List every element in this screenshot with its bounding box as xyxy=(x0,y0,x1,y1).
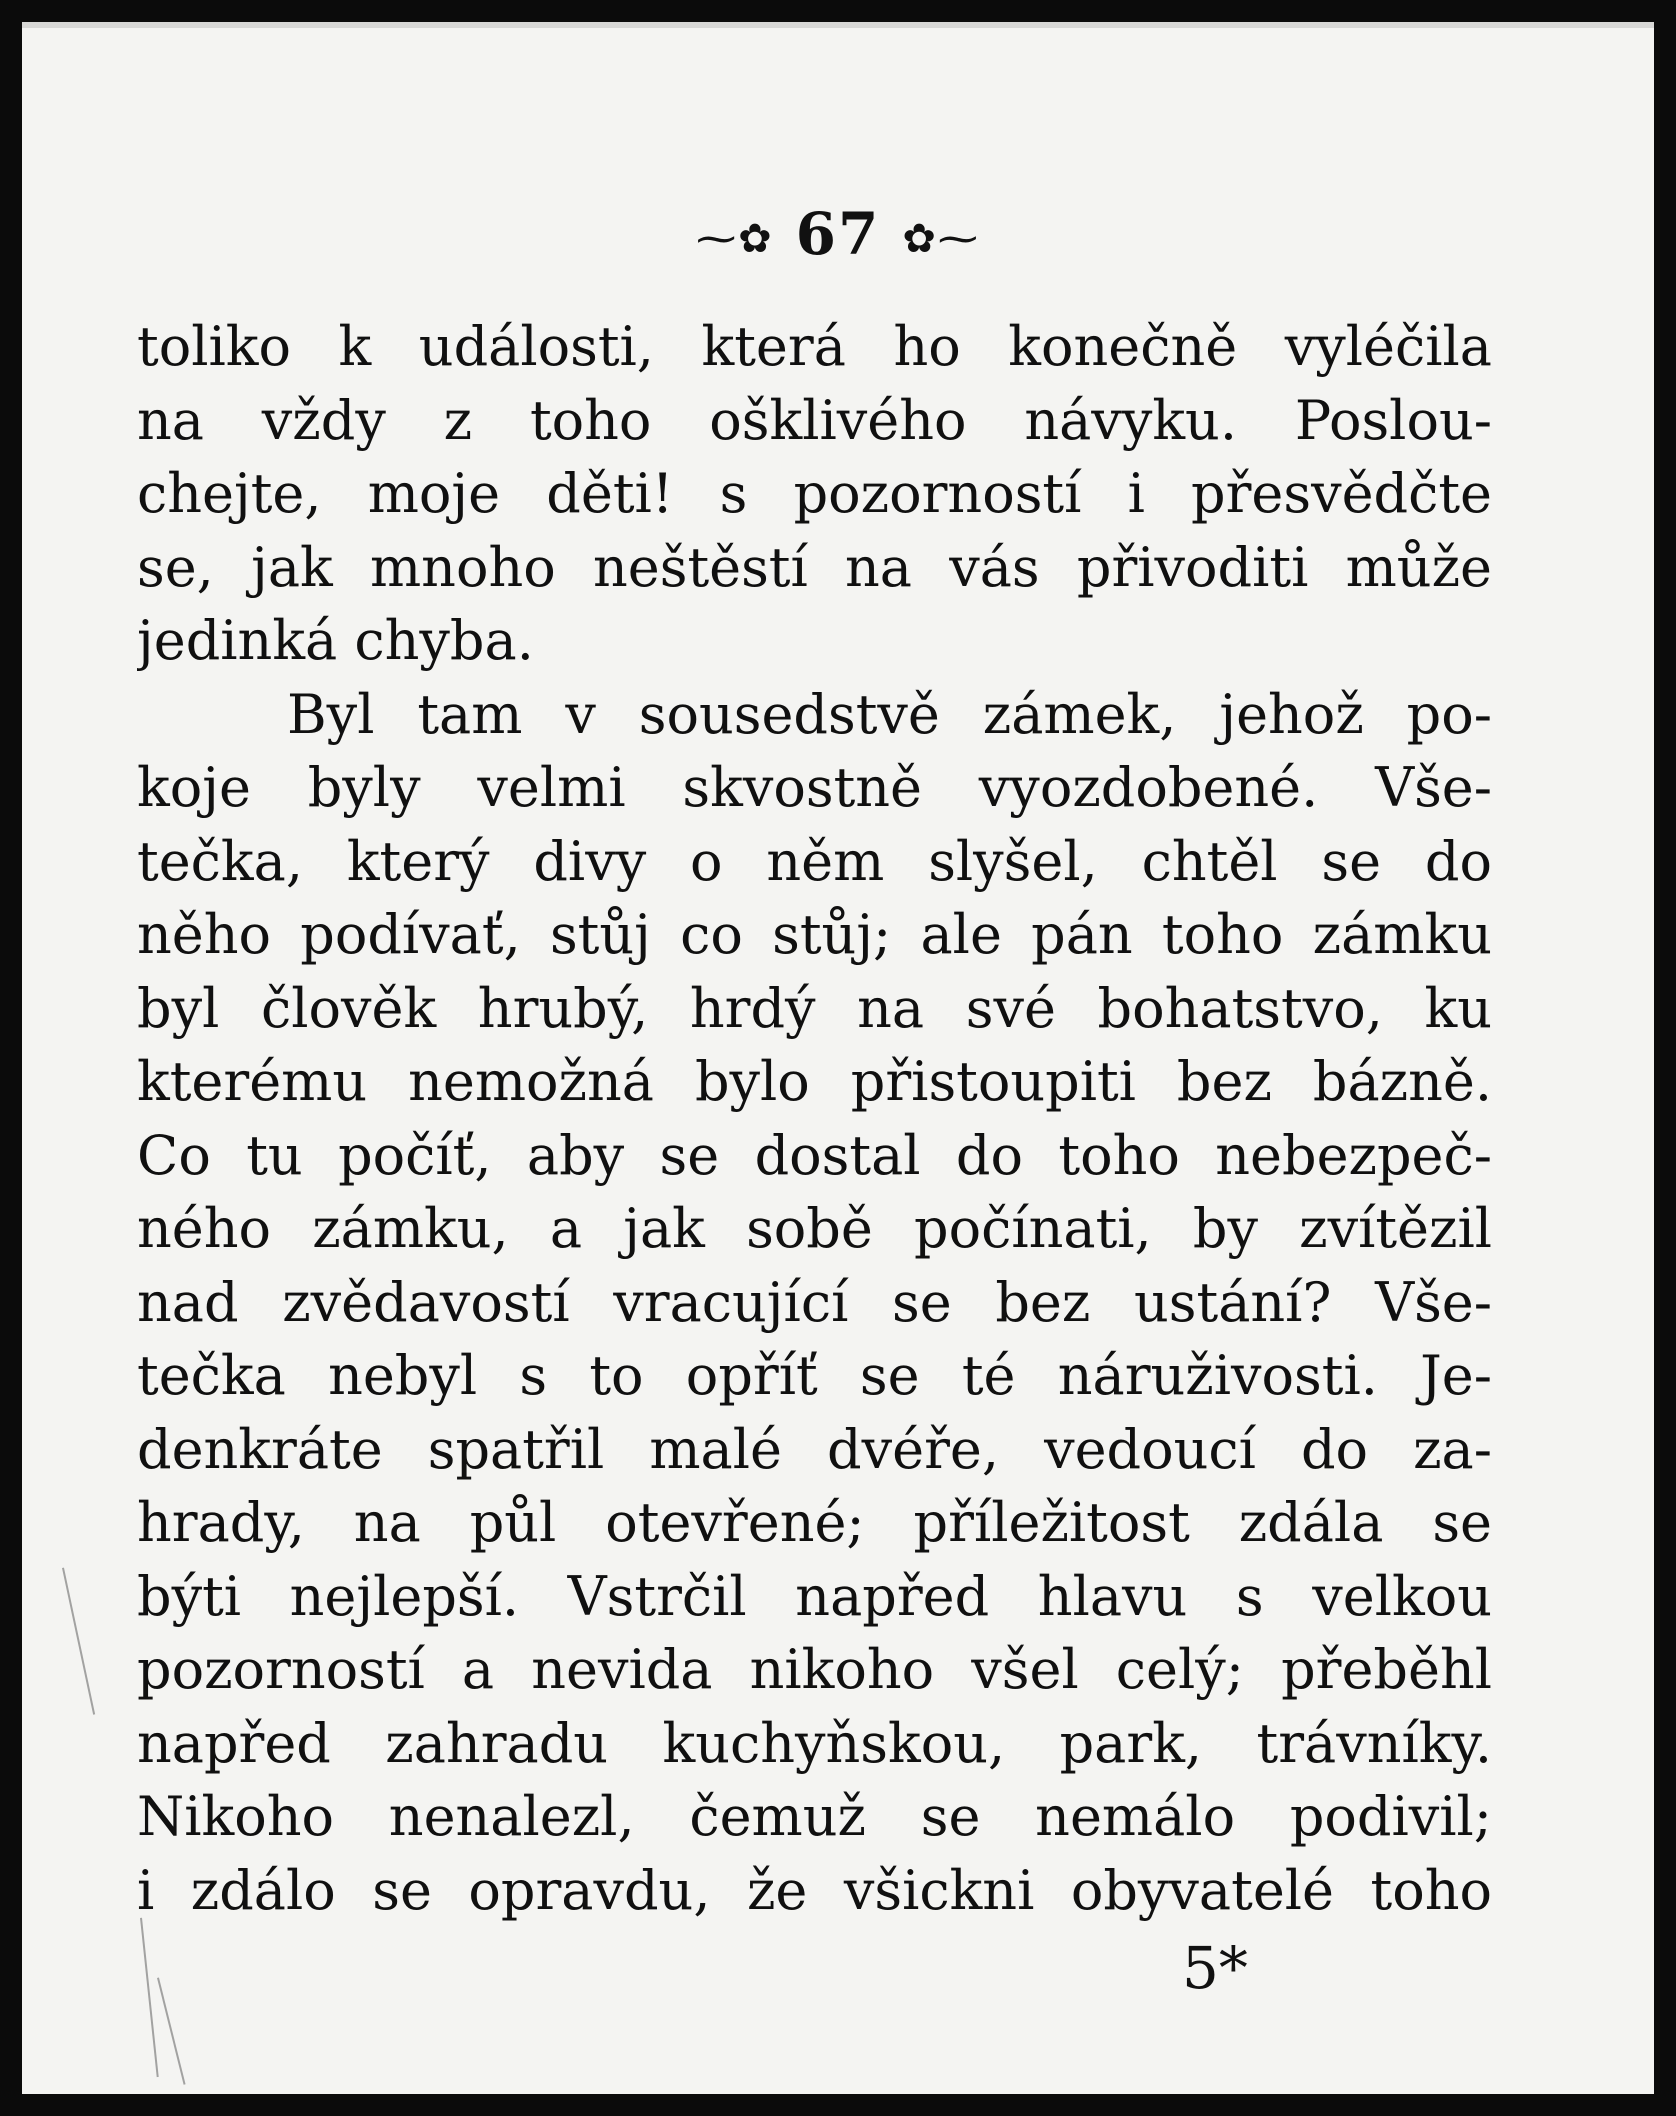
text-line: i zdálo se opravdu, že všickni obyvatelé toho xyxy=(137,1858,1492,1922)
text-line: napřed zahradu kuchyňskou, park, trávníky. xyxy=(137,1711,1492,1775)
text-line: něho podívať, stůj co stůj; ale pán toho zámku xyxy=(137,903,1492,966)
paper-scratch xyxy=(140,1918,159,2077)
text-line: Co tu počíť, aby se dostal do toho nebezpeč- xyxy=(137,1123,1492,1187)
text-line: nad zvědavostí vracující se bez ustání? Vše- xyxy=(137,1270,1492,1334)
text-line: tečka, který divy o něm slyšel, chtěl se do xyxy=(137,829,1492,893)
body-text xyxy=(137,310,1492,1927)
text-line: denkráte spatřil malé dvéře, vedoucí do za- xyxy=(137,1417,1492,1481)
text-line: chejte, moje děti! s pozorností i přesvědčte xyxy=(137,462,1492,525)
text-line: toliko k události, která ho konečně vyléčila xyxy=(137,315,1492,378)
page-number: 67 xyxy=(795,200,881,268)
text-line: pozorností a nevida nikoho všel celý; přeběhl xyxy=(137,1638,1492,1701)
paper-scratch xyxy=(62,1568,95,1715)
left-ornament-icon: ⁓✿ xyxy=(696,216,774,262)
text-line: byl člověk hrubý, hrdý na své bohatstvo, ku xyxy=(137,976,1492,1040)
text-line: ného zámku, a jak sobě počínati, by zvítězil xyxy=(137,1197,1492,1260)
book-page xyxy=(22,22,1654,2094)
text-line: se, jak mnoho neštěstí na vás přivoditi může xyxy=(137,535,1492,599)
text-line: jedinká chyba. xyxy=(137,609,534,672)
signature-mark: 5* xyxy=(1182,1934,1248,2002)
page-header xyxy=(22,200,1654,268)
right-ornament-icon: ✿⁓ xyxy=(902,216,980,262)
text-line: Nikoho nenalezl, čemuž se nemálo podivil; xyxy=(137,1785,1492,1848)
paper-scratch xyxy=(157,1978,186,2085)
text-line: býti nejlepší. Vstrčil napřed hlavu s velkou xyxy=(137,1564,1492,1628)
text-line: kterému nemožná bylo přistoupiti bez bázně. xyxy=(137,1050,1492,1113)
text-line: koje byly velmi skvostně vyozdobené. Vše- xyxy=(137,756,1492,819)
text-line: Byl tam v sousedstvě zámek, jehož po- xyxy=(287,682,1492,746)
text-line: na vždy z toho ošklivého návyku. Poslou- xyxy=(137,388,1492,452)
text-line: tečka nebyl s to opříť se té náruživosti. Je- xyxy=(137,1344,1492,1407)
text-line: hrady, na půl otevřené; příležitost zdála se xyxy=(137,1491,1492,1554)
